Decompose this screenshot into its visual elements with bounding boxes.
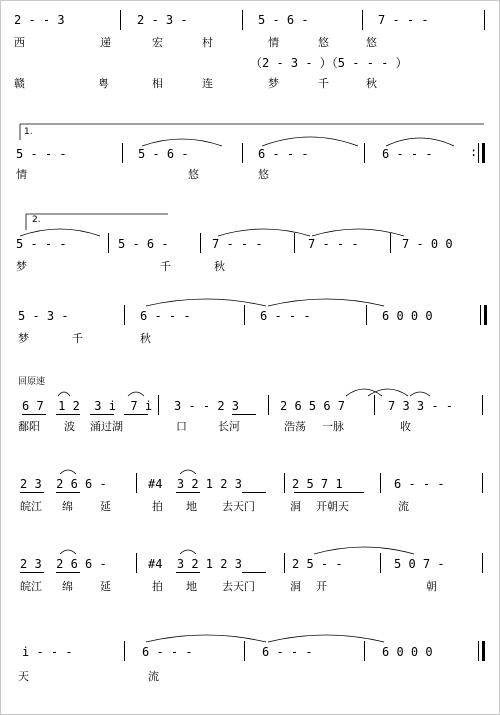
measure-3-1: 5 - - - [16, 237, 67, 251]
measure-5-4: 7 3 3 - - [388, 399, 454, 413]
lyric: 连 [202, 77, 213, 90]
lyric: 长河 [218, 420, 240, 433]
lyric: 去天门 [222, 500, 255, 513]
measure-2-4: 6 - - - [382, 147, 433, 161]
slur [312, 229, 404, 236]
slur [410, 392, 430, 396]
lyric: 皖江 [20, 580, 42, 593]
lyric: 一脉 [322, 420, 344, 433]
slur [180, 550, 196, 554]
measure-6-3: 2 5 7 1 [292, 477, 343, 491]
measure-8-1: i - - - [22, 645, 73, 659]
measure-3-5: 7 - 0 0 [402, 237, 453, 251]
lyric: 延 [100, 580, 111, 593]
lyric: 延 [100, 500, 111, 513]
slur [180, 470, 196, 474]
slur [368, 389, 408, 396]
lyric: 悠 [258, 168, 269, 181]
slur [146, 299, 266, 306]
lyric: 皖江 [20, 500, 42, 513]
lyric: 悠 [188, 168, 199, 181]
measure-1-1: 2 - - 3 [14, 13, 65, 27]
measure-4-4: 6 0 0 0 [382, 309, 433, 323]
lyric: 秋 [214, 260, 225, 273]
lyric: 地 [186, 580, 197, 593]
lyric: 梦 [268, 77, 279, 90]
slur [314, 547, 414, 554]
measure-6-1: 2 3 2 6 6 - [20, 477, 107, 491]
lyric: 涌过湖 [90, 420, 123, 433]
lyric: 悠 [318, 36, 329, 49]
lyric: 千 [160, 260, 171, 273]
lyric: 悠 [366, 36, 377, 49]
lyric: 赣 [14, 77, 25, 90]
measure-1-2: 2 - 3 - [137, 13, 188, 27]
tempo-marker: 回原速 [18, 377, 46, 387]
lyric: 绵 [62, 500, 73, 513]
slur [268, 635, 384, 642]
measure-3-3: 7 - - - [212, 237, 263, 251]
lyric: 鄱阳 [18, 420, 40, 433]
lyric: 情 [16, 168, 27, 181]
lyric: 递 [100, 36, 111, 49]
measure-6-4: 6 - - - [394, 477, 445, 491]
volta-1-label: 1. [24, 127, 33, 137]
lyric: 天 [18, 670, 29, 683]
slur [58, 392, 70, 396]
lyric: 西 [14, 36, 25, 49]
measure-7-3: 2 5 - - [292, 557, 343, 571]
measure-5-3: 2 6 5 6 7 [280, 399, 346, 413]
measure-4-3: 6 - - - [260, 309, 311, 323]
measure-2-2: 5 - 6 - [138, 147, 189, 161]
lyric: 梦 [18, 332, 29, 345]
measure-7-4: 5 0 7 - [394, 557, 445, 571]
slur [386, 138, 454, 146]
volta-2-label: 2. [32, 215, 41, 225]
measure-8-2: 6 - - - [142, 645, 193, 659]
lyric: 地 [186, 500, 197, 513]
lyric: 千 [72, 332, 83, 345]
lyric: 相 [152, 77, 163, 90]
measure-1-3: 5 - 6 - [258, 13, 309, 27]
measure-1-4: 7 - - - [378, 13, 429, 27]
slur [60, 470, 76, 474]
lyric: 梦 [16, 260, 27, 273]
measure-7-2: #4 3 2 1 2 3 [148, 557, 242, 571]
lyric: 秋 [140, 332, 151, 345]
slur [20, 229, 100, 236]
lyric: 浩荡 [284, 420, 306, 433]
lyric: 朝 [426, 580, 437, 593]
measure-4-1: 5 - 3 - [18, 309, 69, 323]
lyric: 宏 [152, 36, 163, 49]
slur [146, 635, 266, 642]
lyric: 流 [148, 670, 159, 683]
measure-3-2: 5 - 6 - [118, 237, 169, 251]
measure-2-1: 5 - - - [16, 147, 67, 161]
lyric: 千 [318, 77, 329, 90]
lyric: 粤 [98, 77, 109, 90]
repeat-dots: : [470, 145, 478, 159]
lyric: 开 [316, 580, 327, 593]
lyric: 村 [202, 36, 213, 49]
lyric: 波 [64, 420, 75, 433]
paren-notes: （2 - 3 - ）（5 - - - ） [250, 56, 408, 70]
measure-7-1: 2 3 2 6 6 - [20, 557, 107, 571]
measure-5-1: 6 7 1 2 3 i 7 i [22, 399, 153, 413]
measure-5-2: 3 - - 2 3 [174, 399, 240, 413]
lyric: 流 [398, 500, 409, 513]
slur [218, 229, 310, 236]
lyric: 拍 [152, 580, 163, 593]
lyric: 收 [400, 420, 411, 433]
slur [268, 299, 384, 306]
lyric: 口 [176, 420, 187, 433]
measure-3-4: 7 - - - [308, 237, 359, 251]
lyric: 去天门 [222, 580, 255, 593]
slur [128, 392, 144, 396]
slur [60, 550, 76, 554]
lyric: 绵 [62, 580, 73, 593]
lyric: 拍 [152, 500, 163, 513]
lyric: 洞 [290, 580, 301, 593]
measure-8-3: 6 - - - [262, 645, 313, 659]
measure-2-3: 6 - - - [258, 147, 309, 161]
lyric: 开朝天 [316, 500, 349, 513]
slur [262, 137, 358, 146]
slur [142, 139, 222, 146]
lyric: 情 [268, 36, 279, 49]
lyric: 洞 [290, 500, 301, 513]
slur [346, 389, 382, 396]
lyric: 秋 [366, 77, 377, 90]
measure-8-4: 6 0 0 0 [382, 645, 433, 659]
measure-6-2: #4 3 2 1 2 3 [148, 477, 242, 491]
measure-4-2: 6 - - - [140, 309, 191, 323]
